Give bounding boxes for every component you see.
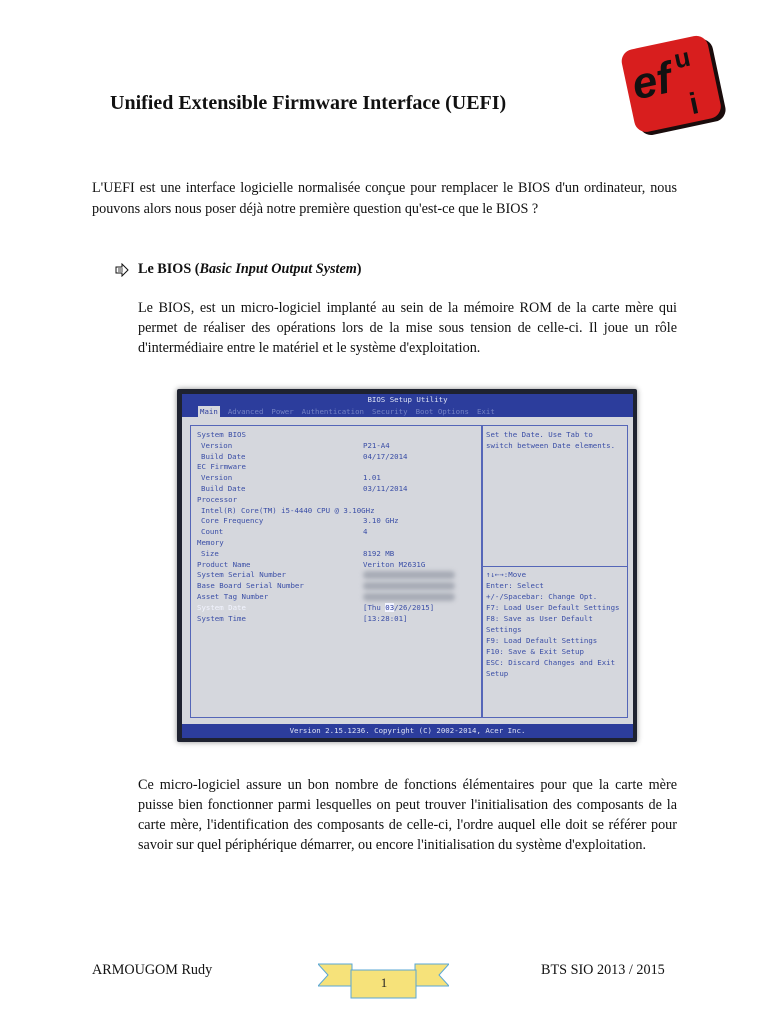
bios-help-line: F9: Load Default Settings	[486, 636, 598, 645]
date-prefix: [Thu	[363, 602, 386, 612]
page-title: Unified Extensible Firmware Interface (UEFI)	[110, 92, 507, 114]
bios-field-value	[363, 603, 434, 613]
bios-field-label: EC Firmware	[197, 462, 246, 472]
bios-field-value: [13:28:01]	[363, 613, 408, 623]
date-month-selected: 03	[385, 602, 395, 612]
bios-field-label: Product Name	[197, 559, 251, 569]
bios-help-line: ↑↓←→:Move	[486, 570, 527, 579]
bios-help-line: F7: Load User Default Settings	[486, 603, 620, 612]
bios-field-label: System Date	[197, 602, 246, 612]
bios-field-label: Intel(R) Core(TM) i5-4440 CPU @ 3.10GHz	[201, 505, 375, 515]
bios-help-line: switch between Date elements.	[486, 441, 616, 450]
bios-help-line: Setup	[486, 669, 509, 678]
bios-field-label: Core Frequency	[201, 516, 264, 526]
bios-definition-paragraph: Le BIOS, est un micro-logiciel implanté au sein de la mémoire ROM de la carte mère qui permet de réaliser des opérations lors de la mise sous tension de celle-ci. Il joue un rôle d'intermédiaire entre le matériel et le système d'exploitation.	[138, 300, 677, 356]
bios-field-value: 8192 MB	[363, 548, 395, 558]
intro-paragraph: L'UEFI est une interface logicielle normalisée conçue pour remplacer le BIOS d'un ordinateur, nous pouvons alors nous poser déjà notre première question qu'est-ce que le BIOS ?	[92, 180, 677, 217]
bios-help-line: F8: Save as User Default	[486, 614, 593, 623]
bios-help-line: ESC: Discard Changes and Exit	[486, 658, 616, 667]
section-heading-bios	[115, 261, 362, 278]
bios-title: BIOS Setup Utility	[182, 394, 633, 406]
pointing-hand-icon	[115, 263, 129, 277]
bios-menu-advanced: Advanced	[227, 407, 264, 416]
bios-field-label: Memory	[197, 538, 224, 547]
redacted-value	[363, 571, 455, 579]
bios-field-value: P21-A4	[363, 440, 390, 450]
bios-field-label: Version	[201, 473, 233, 483]
svg-text:u: u	[671, 41, 693, 75]
page-number: 1	[380, 975, 388, 990]
bios-menu-power: Power	[271, 407, 294, 416]
bios-field-value: Veriton M2631G	[363, 559, 426, 569]
bios-help-panel	[482, 425, 628, 718]
bios-field-value: 1.01	[363, 473, 381, 483]
svg-text:ef: ef	[627, 53, 677, 110]
section-label-close: )	[356, 261, 362, 277]
bios-field-label: Processor	[197, 494, 238, 504]
uefi-logo	[620, 35, 732, 135]
bios-menu-authentication: Authentication	[301, 407, 364, 416]
bios-field-label: System Time	[197, 613, 246, 623]
date-suffix: /26/2015]	[394, 602, 435, 612]
section-label: Le BIOS (	[138, 261, 200, 277]
bios-menu-boot-options: Boot Options	[415, 407, 469, 416]
section-label-italic: Basic Input Output System	[199, 261, 357, 277]
bios-footer: Version 2.15.1236. Copyright (C) 2002-2014, Acer Inc.	[182, 724, 633, 738]
bios-help-line: +/-/Spacebar: Change Opt.	[486, 592, 598, 601]
bios-field-value: 3.10 GHz	[363, 516, 399, 526]
bios-setup-photo	[177, 389, 637, 742]
bios-help-line: F10: Save & Exit Setup	[486, 647, 584, 656]
footer-author: ARMOUGOM Rudy	[92, 962, 213, 978]
footer-course: BTS SIO 2013 / 2015	[541, 962, 665, 978]
bios-field-label: System Serial Number	[197, 570, 286, 580]
svg-text:i: i	[686, 87, 702, 122]
bios-menubar	[182, 406, 633, 417]
bios-screen	[182, 394, 633, 738]
bios-help-divider	[483, 566, 627, 567]
bios-field-label: Count	[201, 527, 224, 537]
bios-help-description	[486, 429, 631, 451]
bios-menu-exit: Exit	[476, 407, 495, 416]
bios-field-label: System BIOS	[197, 430, 246, 439]
redacted-value	[363, 593, 455, 601]
bios-field-label: Build Date	[201, 451, 246, 461]
bios-field-value: 04/17/2014	[363, 451, 408, 461]
bios-help-line: Set the Date. Use Tab to	[486, 430, 593, 439]
bios-field-label: Build Date	[201, 484, 246, 493]
bios-functions-paragraph: Ce micro-logiciel assure un bon nombre de fonctions élémentaires pour que la carte mère puisse bien fonctionner parmi lesquelles on peut trouver l'initialisation des composants de la carte mère, l'identification des composants de celle-ci, l'ordre auquel elle doit se référer pour savoir sur quel périphérique démarrer, ou encore l'initialisation du système d'exploitation.	[138, 777, 677, 853]
bios-field-label: Version	[201, 440, 233, 450]
bios-field-value: 4	[363, 527, 368, 537]
bios-field-label: Asset Tag Number	[197, 592, 269, 601]
bios-menu-security: Security	[371, 407, 408, 416]
bios-field-value: 03/11/2014	[363, 484, 408, 493]
bios-help-line: Enter: Select	[486, 581, 544, 590]
bios-help-line: Settings	[486, 625, 522, 634]
bios-info-panel	[190, 425, 482, 718]
redacted-value	[363, 582, 455, 590]
bios-key-legend	[486, 569, 631, 679]
bios-menu-main: Main	[200, 407, 218, 416]
bios-field-label: Base Board Serial Number	[197, 581, 304, 591]
bios-field-label: Size	[201, 548, 219, 558]
